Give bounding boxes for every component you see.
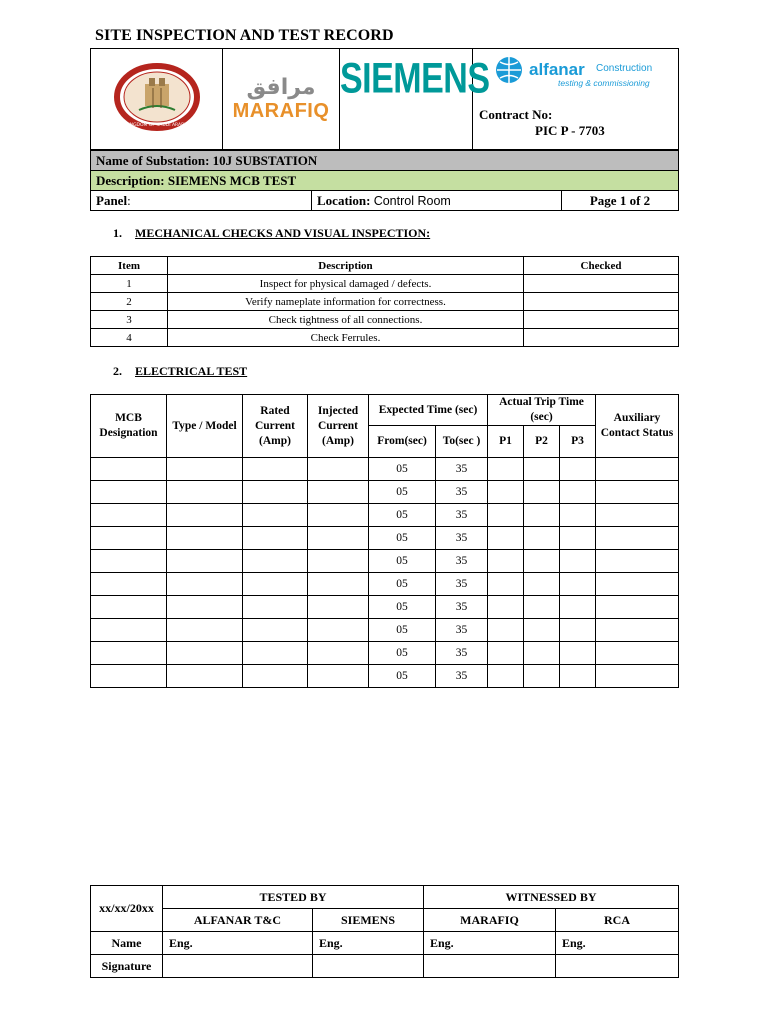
p3-cell[interactable] [560, 527, 596, 550]
table-row [91, 504, 679, 527]
p2-cell[interactable] [524, 619, 560, 642]
mechanical-checks-table [90, 256, 679, 347]
injected-current-cell[interactable] [308, 619, 369, 642]
section-1-heading [113, 226, 430, 241]
location-cell [312, 191, 562, 211]
rated-current-cell[interactable] [243, 642, 308, 665]
rated-current-cell[interactable] [243, 550, 308, 573]
p3-cell[interactable] [560, 573, 596, 596]
description: Description: SIEMENS MCB TEST [91, 171, 679, 191]
header-from-sec: From(sec) [369, 426, 436, 458]
p1-cell[interactable] [488, 642, 524, 665]
table-row [91, 619, 679, 642]
table-row [91, 573, 679, 596]
section-2-number: 2. [113, 364, 122, 378]
header-mcb-designation: MCB Designation [91, 395, 167, 458]
expected-from-sec: 05 [369, 642, 436, 665]
header-logo-table [90, 48, 679, 150]
expected-to-sec: 35 [436, 596, 488, 619]
rated-current-cell[interactable] [243, 527, 308, 550]
table-row [91, 665, 679, 688]
header-rated-current: Rated Current (Amp) [243, 395, 308, 458]
section-1-number: 1. [113, 226, 122, 240]
p3-cell[interactable] [560, 665, 596, 688]
expected-from-sec: 05 [369, 619, 436, 642]
location-label: Location: [317, 192, 371, 208]
mcb-designation-cell[interactable] [91, 665, 167, 688]
header-p2: P2 [524, 426, 560, 458]
alfanar-logo [493, 55, 673, 95]
p1-cell[interactable] [488, 619, 524, 642]
injected-current-cell[interactable] [308, 504, 369, 527]
expected-to-sec: 35 [436, 550, 488, 573]
expected-to-sec: 35 [436, 665, 488, 688]
alfanar-contract-cell [473, 49, 679, 150]
p3-cell[interactable] [560, 596, 596, 619]
org-siemens: SIEMENS [313, 909, 424, 932]
marafiq-logo [223, 77, 339, 121]
org-alfanar: ALFANAR T&C [163, 909, 313, 932]
expected-from-sec: 05 [369, 573, 436, 596]
signature-siemens[interactable] [313, 955, 424, 978]
p3-cell[interactable] [560, 481, 596, 504]
injected-current-cell[interactable] [308, 527, 369, 550]
date-cell: xx/xx/20xx [91, 886, 163, 932]
header-p3: P3 [560, 426, 596, 458]
table-row [91, 329, 679, 347]
contract-no-value: PIC P - 7703 [535, 123, 605, 138]
name-label: Name [91, 932, 163, 955]
siemens-logo-cell [340, 49, 490, 150]
mcb-designation-cell[interactable] [91, 619, 167, 642]
table-row [91, 293, 679, 311]
eng-name-alfanar[interactable]: Eng. [163, 932, 313, 955]
rated-current-cell[interactable] [243, 458, 308, 481]
type-model-cell[interactable] [167, 665, 243, 688]
header-p1: P1 [488, 426, 524, 458]
item-description: Verify nameplate information for correctness. [168, 293, 524, 311]
expected-to-sec: 35 [436, 504, 488, 527]
table-header-row [91, 257, 679, 275]
mcb-designation-cell[interactable] [91, 504, 167, 527]
rated-current-cell[interactable] [243, 665, 308, 688]
p2-cell[interactable] [524, 481, 560, 504]
section-1-title: MECHANICAL CHECKS AND VISUAL INSPECTION: [135, 226, 431, 240]
expected-to-sec: 35 [436, 573, 488, 596]
location-value: Control Room [373, 193, 451, 208]
rated-current-cell[interactable] [243, 481, 308, 504]
item-description: Inspect for physical damaged / defects. [168, 275, 524, 293]
signature-rca[interactable] [556, 955, 679, 978]
p1-cell[interactable] [488, 481, 524, 504]
type-model-cell[interactable] [167, 550, 243, 573]
tested-by-header: TESTED BY [163, 886, 424, 909]
expected-from-sec: 05 [369, 550, 436, 573]
p2-cell[interactable] [524, 504, 560, 527]
auxiliary-contact-cell[interactable] [596, 573, 679, 596]
table-row [91, 458, 679, 481]
checked-cell[interactable] [524, 329, 679, 347]
injected-current-cell[interactable] [308, 481, 369, 504]
checked-cell[interactable] [524, 293, 679, 311]
table-row [91, 550, 679, 573]
mcb-designation-cell[interactable] [91, 573, 167, 596]
injected-current-cell[interactable] [308, 642, 369, 665]
injected-current-cell[interactable] [308, 550, 369, 573]
expected-from-sec: 05 [369, 504, 436, 527]
checked-cell[interactable] [524, 311, 679, 329]
eng-name-marafiq[interactable]: Eng. [424, 932, 556, 955]
witnessed-by-header: WITNESSED BY [424, 886, 679, 909]
auxiliary-contact-cell[interactable] [596, 619, 679, 642]
injected-current-cell[interactable] [308, 458, 369, 481]
auxiliary-contact-cell[interactable] [596, 527, 679, 550]
siemens-logo: SIEMENS [340, 55, 490, 103]
mcb-designation-cell[interactable] [91, 596, 167, 619]
mcb-designation-cell[interactable] [91, 550, 167, 573]
page-title: SITE INSPECTION AND TEST RECORD [95, 27, 394, 44]
rated-current-cell[interactable] [243, 504, 308, 527]
auxiliary-contact-cell[interactable] [596, 665, 679, 688]
rated-current-cell[interactable] [243, 596, 308, 619]
expected-from-sec: 05 [369, 481, 436, 504]
p2-cell[interactable] [524, 596, 560, 619]
mcb-designation-cell[interactable] [91, 642, 167, 665]
section-2-title: ELECTRICAL TEST [135, 364, 248, 378]
marafiq-logo-cell [223, 49, 340, 150]
p2-cell[interactable] [524, 665, 560, 688]
panel-label: Panel [96, 192, 128, 208]
type-model-cell[interactable] [167, 642, 243, 665]
p2-cell[interactable] [524, 550, 560, 573]
type-model-cell[interactable] [167, 481, 243, 504]
table-row [91, 596, 679, 619]
table-row [91, 481, 679, 504]
p3-cell[interactable] [560, 642, 596, 665]
ksa-logo-cell [91, 49, 223, 150]
expected-from-sec: 05 [369, 665, 436, 688]
p1-cell[interactable] [488, 596, 524, 619]
item-description: Check Ferrules. [168, 329, 524, 347]
mcb-designation-cell[interactable] [91, 527, 167, 550]
auxiliary-contact-cell[interactable] [596, 642, 679, 665]
auxiliary-contact-cell[interactable] [596, 504, 679, 527]
signature-alfanar[interactable] [163, 955, 313, 978]
p1-cell[interactable] [488, 573, 524, 596]
signature-label: Signature [91, 955, 163, 978]
injected-current-cell[interactable] [308, 596, 369, 619]
eng-name-siemens[interactable]: Eng. [313, 932, 424, 955]
p1-cell[interactable] [488, 458, 524, 481]
header-item: Item [91, 257, 168, 275]
p1-cell[interactable] [488, 527, 524, 550]
expected-to-sec: 35 [436, 458, 488, 481]
org-marafiq: MARAFIQ [424, 909, 556, 932]
p3-cell[interactable] [560, 458, 596, 481]
alfanar-globe-icon [493, 55, 525, 85]
ksa-seal-logo [109, 62, 205, 132]
item-number: 4 [91, 329, 168, 347]
expected-to-sec: 35 [436, 527, 488, 550]
eng-name-rca[interactable]: Eng. [556, 932, 679, 955]
ksa-seal-text: KINGDOM OF SAUDI ARABIA [124, 122, 189, 128]
p2-cell[interactable] [524, 642, 560, 665]
injected-current-cell[interactable] [308, 573, 369, 596]
table-row [91, 642, 679, 665]
type-model-cell[interactable] [167, 458, 243, 481]
type-model-cell[interactable] [167, 596, 243, 619]
p3-cell[interactable] [560, 619, 596, 642]
alfanar-construction-text: Construction [596, 63, 653, 74]
contract-no-label: Contract No: [479, 107, 553, 122]
auxiliary-contact-cell[interactable] [596, 458, 679, 481]
expected-from-sec: 05 [369, 527, 436, 550]
header-auxiliary-contact: Auxiliary Contact Status [596, 395, 679, 458]
expected-to-sec: 35 [436, 642, 488, 665]
p2-cell[interactable] [524, 458, 560, 481]
header-actual-trip-time: Actual Trip Time (sec) [488, 395, 596, 426]
type-model-cell[interactable] [167, 527, 243, 550]
header-checked: Checked [524, 257, 679, 275]
p1-cell[interactable] [488, 504, 524, 527]
substation-name: Name of Substation: 10J SUBSTATION [91, 151, 679, 171]
item-number: 3 [91, 311, 168, 329]
panel-cell [91, 191, 312, 211]
rated-current-cell[interactable] [243, 619, 308, 642]
header-to-sec: To(sec ) [436, 426, 488, 458]
section-2-heading [113, 364, 247, 379]
type-model-cell[interactable] [167, 573, 243, 596]
header-type-model: Type / Model [167, 395, 243, 458]
header-expected-time: Expected Time (sec) [369, 395, 488, 426]
org-rca: RCA [556, 909, 679, 932]
table-row [91, 527, 679, 550]
marafiq-latin-text: MARAFIQ [232, 100, 330, 122]
expected-from-sec: 05 [369, 596, 436, 619]
p3-cell[interactable] [560, 550, 596, 573]
p1-cell[interactable] [488, 550, 524, 573]
auxiliary-contact-cell[interactable] [596, 481, 679, 504]
signature-marafiq[interactable] [424, 955, 556, 978]
alfanar-testing-text: testing & commissioning [558, 78, 650, 88]
item-description: Check tightness of all connections. [168, 311, 524, 329]
auxiliary-contact-cell[interactable] [596, 596, 679, 619]
auxiliary-contact-cell[interactable] [596, 550, 679, 573]
header-injected-current: Injected Current (Amp) [308, 395, 369, 458]
header-description: Description [168, 257, 524, 275]
checked-cell[interactable] [524, 275, 679, 293]
mcb-designation-cell[interactable] [91, 481, 167, 504]
marafiq-arabic-text: مرافق [246, 75, 316, 100]
panel-colon: : [127, 192, 131, 208]
injected-current-cell[interactable] [308, 665, 369, 688]
electrical-test-table [90, 394, 679, 688]
expected-to-sec: 35 [436, 619, 488, 642]
rated-current-cell[interactable] [243, 573, 308, 596]
expected-from-sec: 05 [369, 458, 436, 481]
table-row [91, 275, 679, 293]
mcb-designation-cell[interactable] [91, 458, 167, 481]
p2-cell[interactable] [524, 573, 560, 596]
page-number: Page 1 of 2 [562, 191, 679, 211]
signature-table [90, 885, 679, 978]
alfanar-main-text: alfanar [529, 60, 585, 79]
item-number: 2 [91, 293, 168, 311]
p1-cell[interactable] [488, 665, 524, 688]
expected-to-sec: 35 [436, 481, 488, 504]
item-number: 1 [91, 275, 168, 293]
table-row [91, 311, 679, 329]
p3-cell[interactable] [560, 504, 596, 527]
p2-cell[interactable] [524, 527, 560, 550]
type-model-cell[interactable] [167, 504, 243, 527]
type-model-cell[interactable] [167, 619, 243, 642]
info-table [90, 150, 679, 211]
